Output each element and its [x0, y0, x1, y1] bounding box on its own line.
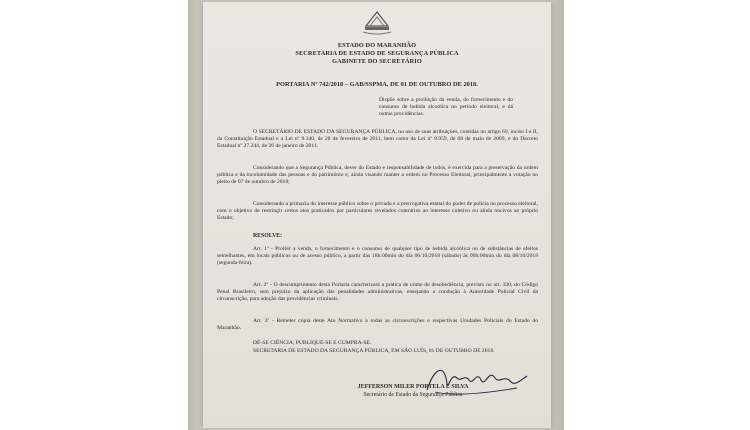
header-secretariat: SECRETARIA DE ESTADO DE SEGURANÇA PÚBLICA [295, 50, 459, 57]
state-crest-icon [360, 6, 394, 36]
document-page [203, 2, 551, 428]
header-cabinet: GABINETE DO SECRETÁRIO [332, 58, 422, 65]
signatory-name: JEFFERSON MILER PORTELA E SILVA [357, 384, 469, 390]
article-2: Art. 2º - O descumprimento desta Portaria caracterizará a prática de crime de desobediência, previsto no art. 330, do Código Penal Brasileiro, sem prejuízo da aplicação das penalidades administrativas, ensejando a condução à Autoridade Policial Civil da circunscrição, para adoção das providências criminais. [217, 282, 538, 303]
considering-paragraph-2: Considerando a primazia do interesse público sobre o privado e a prerrogativa estatal do poder de polícia no processo eleitoral, com o objetivo de restringir certos atos praticados por particulares revelados contrários ao interesse coletivo ou ainda nocivos ao próprio Estado; [217, 201, 538, 222]
preamble-paragraph: O SECRETÁRIO DE ESTADO DA SEGURANÇA PÚBLICA, no uso de suas atribuições, contidas no artigo 69, inciso I e II, da Constituição Estadual e a Lei nº 9.340, de 28 de fevereiro de 2011, bem como da Lei nº 8.959, de 08 de maio de 2009, e do Decreto Estadual nº 27.244, de 26 de janeiro de 2011. [217, 129, 538, 150]
portaria-title: PORTARIA Nº 742/2018 – GAB/SSPMA, DE 01 DE OUTUBRO DE 2018. [276, 81, 478, 88]
ementa: Dispõe sobre a proibição da venda, do fornecimento e do consumo de bebida alcoólica no período eleitoral, e dá outras providências. [379, 97, 513, 117]
article-1: Art. 1º - Proibir a venda, o fornecimento e o consumo de qualquer tipo de bebida alcoólica ou de substâncias de efeitos semelhantes, em locais públicos ou de acesso público, a partir das 18h:00min do dia 06/10/2018 (sábado) às 00h:00min do dia 08/10/2018 (segunda-feira). [217, 246, 538, 267]
header-state: ESTADO DO MARANHÃO [337, 42, 417, 49]
considering-paragraph-1: Considerando que a Segurança Pública, dever do Estado e responsabilidade de todos, é exercida para a preservação da ordem pública e da incolumidade das pessoas e do patrimônio e, ainda visando manter a ordem no Processo Eleitoral, principalmente a votação no pleito de 07 de outubro de 2018; [217, 165, 538, 186]
place-and-date: SECRETARIA DE ESTADO DA SEGURANÇA PÚBLICA, EM SÃO LUÍS, 01 DE OUTUBRO DE 2018. [253, 348, 495, 354]
signatory-role: Secretário de Estado da Segurança Pública [363, 392, 463, 398]
resolve-heading: RESOLVE: [253, 233, 283, 239]
publication-clause: DÊ-SE CIÊNCIA, PUBLIQUE-SE E CUMPRA-SE. [253, 340, 372, 346]
article-3: Art. 3º - Remeter cópia deste Ato Normativo a todas as circunscrições e respectivas Unidades Policiais do Estado do Maranhão. [217, 318, 538, 332]
